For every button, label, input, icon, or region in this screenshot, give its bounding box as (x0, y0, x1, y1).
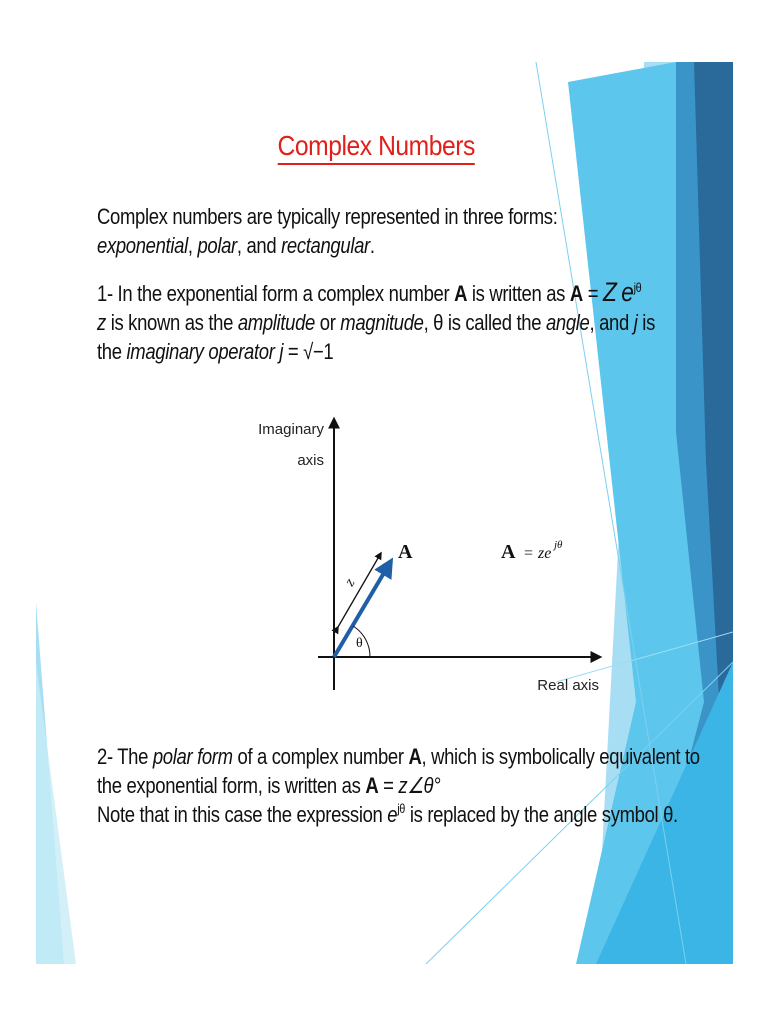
complex-plane-diagram (246, 407, 606, 707)
intro-line-1: Complex numbers are typically represented in three forms: (97, 204, 558, 229)
polar-line-3: Note that in this case the expression $e^{j\theta}$ is replaced by the angle symbol θ. (97, 801, 678, 827)
exp-line-3: the imaginary operator j = √−1 (97, 339, 334, 364)
magnitude-label: z (341, 575, 359, 590)
exp-line-2: z is known as the amplitude or magnitude, θ is called the angle, and j is (97, 310, 655, 335)
form-rectangular: rectangular (281, 233, 370, 258)
form-polar: polar (197, 233, 237, 258)
slide-title: Complex Numbers (77, 130, 675, 162)
polar-line-1: 2- The polar form of a complex number A, which is symbolically equivalent to (97, 744, 700, 769)
imaginary-axis-label-2: axis (297, 452, 324, 469)
formula-rhs: ze (538, 545, 552, 562)
angle-label: θ (356, 636, 363, 651)
formula-equals: = (524, 545, 534, 562)
intro-paragraph (97, 202, 618, 260)
slide (36, 62, 733, 964)
formula-superscript: jθ (554, 539, 563, 551)
exp-line-1: 1- In the exponential form a complex number A is written as A = Z $e^{j\theta}$ (97, 277, 642, 307)
form-exponential: exponential (97, 233, 188, 258)
exponential-paragraph (97, 277, 655, 366)
imaginary-axis-label: Imaginary (258, 421, 324, 438)
polar-line-2: the exponential form, is written as A = z∠θ° (97, 773, 441, 798)
formula-A: A (501, 541, 516, 563)
real-axis-label: Real axis (537, 677, 599, 694)
polar-paragraph (97, 742, 700, 829)
intro-line-2: exponential, polar, and rectangular. (97, 233, 375, 258)
vector-label: A (398, 541, 413, 563)
